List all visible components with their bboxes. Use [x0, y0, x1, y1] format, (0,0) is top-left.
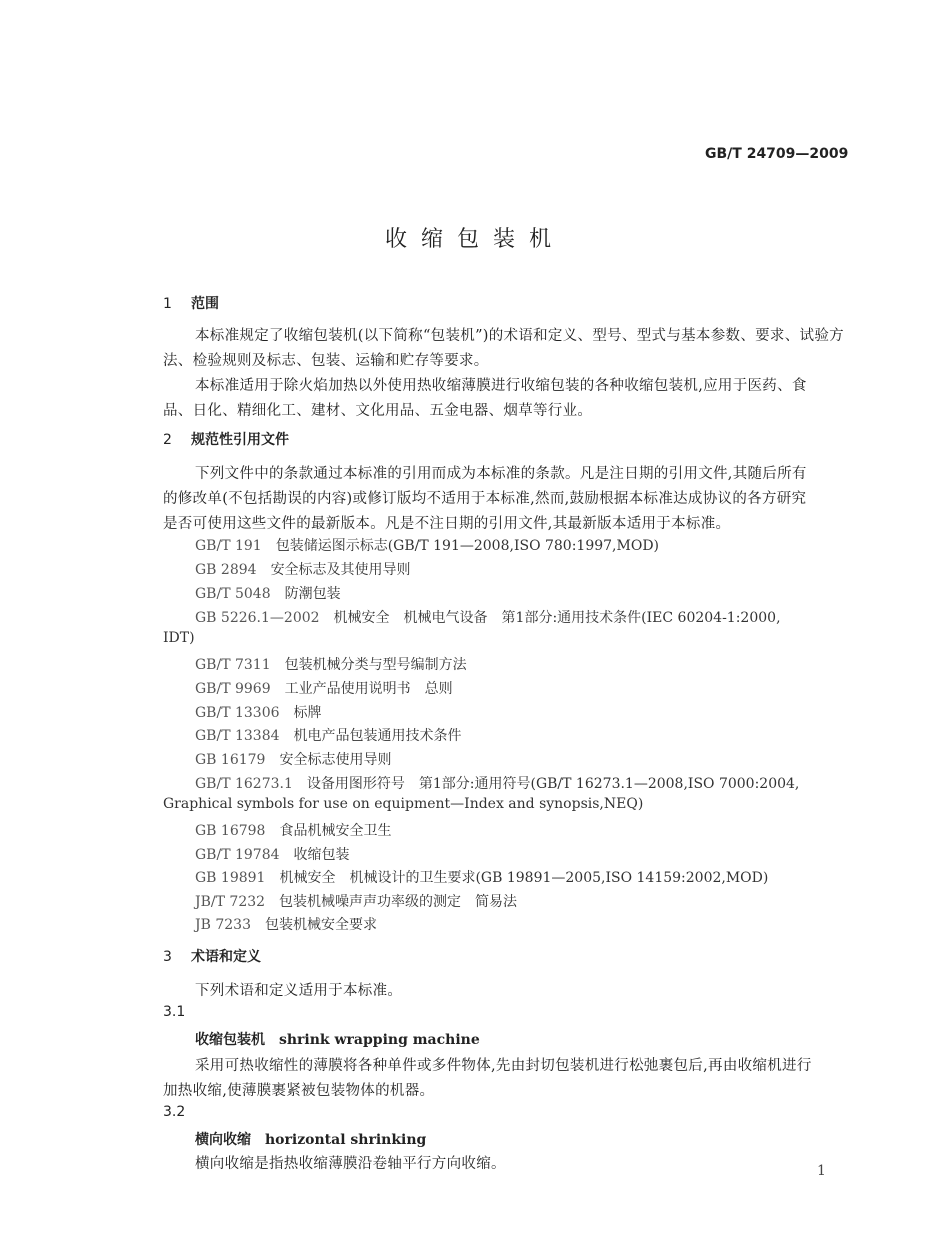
reference-code: JB 7233: [195, 917, 251, 933]
reference-item: [195, 891, 517, 911]
reference-item: [195, 820, 391, 840]
section-1-paragraph-1-line-2: 法、检验规则及标志、包装、运输和贮存等要求。: [163, 353, 489, 369]
reference-code: GB/T 5048: [195, 586, 271, 602]
reference-title: 设备用图形符号 第1部分:通用符号(GB/T 16273.1—2008,ISO 7000:2004,: [306, 776, 800, 792]
reference-code: GB 16179: [195, 752, 266, 768]
section-number: 2: [163, 432, 172, 448]
section-2-heading: [163, 429, 289, 449]
term-heading: [195, 1129, 426, 1149]
reference-item: [195, 773, 799, 793]
term-heading: [195, 1029, 480, 1049]
reference-title: 包装机械噪声声功率级的测定 简易法: [279, 894, 518, 910]
reference-item: [195, 607, 781, 627]
section-3-intro: 下列术语和定义适用于本标准。: [195, 983, 403, 999]
reference-continuation: IDT): [163, 630, 195, 646]
reference-code: GB 19891: [195, 870, 266, 886]
reference-title: 安全标志及其使用导则: [270, 562, 411, 578]
section-1-paragraph-2-line-1: 本标准适用于除火焰加热以外使用热收缩薄膜进行收缩包装的各种收缩包装机,应用于医药、食: [195, 378, 807, 394]
reference-title: 机械安全 机械电气设备 第1部分:通用技术条件(IEC 60204-1:2000,: [333, 610, 781, 626]
term-chinese: 收缩包装机: [195, 1032, 265, 1048]
term-number: 3.2: [163, 1104, 186, 1120]
reference-code: GB 16798: [195, 823, 266, 839]
section-title: 术语和定义: [191, 949, 261, 965]
reference-item: [195, 559, 411, 579]
reference-item: [195, 725, 462, 745]
standard-code: GB/T 24709—2009: [705, 146, 849, 162]
term-definition-line-1: 横向收缩是指热收缩薄膜沿卷轴平行方向收缩。: [195, 1156, 506, 1172]
section-1-heading: [163, 293, 219, 313]
reference-item: [195, 844, 350, 864]
reference-item: [195, 583, 341, 603]
reference-item: [195, 702, 322, 722]
term-definition-line-1: 采用可热收缩性的薄膜将各种单件或多件物体,先由封切包装机进行松弛裹包后,再由收缩机进行: [195, 1058, 812, 1074]
reference-code: GB/T 13306: [195, 705, 280, 721]
reference-continuation: Graphical symbols for use on equipment—Index and synopsis,NEQ): [163, 796, 644, 812]
reference-title: 机电产品包装通用技术条件: [293, 728, 462, 744]
section-1-paragraph-2-line-2: 品、日化、精细化工、建材、文化用品、五金电器、烟草等行业。: [163, 403, 593, 419]
reference-item: [195, 749, 391, 769]
reference-title: 标牌: [293, 705, 322, 721]
section-1-paragraph-1-line-1: 本标准规定了收缩包装机(以下简称“包装机”)的术语和定义、型号、型式与基本参数、要求、试验方: [195, 328, 844, 344]
reference-title: 包装机械安全要求: [264, 917, 377, 933]
reference-item: [195, 867, 768, 887]
reference-title: 包装机械分类与型号编制方法: [284, 657, 467, 673]
reference-title: 食品机械安全卫生: [279, 823, 392, 839]
reference-title: 包装储运图示标志(GB/T 191—2008,ISO 780:1997,MOD): [275, 538, 660, 554]
reference-code: GB 5226.1—2002: [195, 610, 320, 626]
term-number: 3.1: [163, 1004, 186, 1020]
page-title: 收缩包装机: [384, 227, 565, 252]
section-title: 规范性引用文件: [191, 432, 289, 448]
section-3-heading: [163, 946, 261, 966]
term-english: shrink wrapping machine: [279, 1032, 480, 1048]
section-2-paragraph-line-1: 下列文件中的条款通过本标准的引用而成为本标准的条款。凡是注日期的引用文件,其随后所有: [195, 466, 807, 482]
reference-code: GB/T 9969: [195, 681, 271, 697]
reference-code: GB/T 191: [195, 538, 262, 554]
reference-code: GB 2894: [195, 562, 257, 578]
reference-item: [195, 654, 467, 674]
reference-code: GB/T 16273.1: [195, 776, 293, 792]
section-title: 范围: [191, 296, 219, 312]
reference-title: 机械安全 机械设计的卫生要求(GB 19891—2005,ISO 14159:2002,MOD): [279, 870, 769, 886]
reference-item: [195, 678, 453, 698]
reference-title: 收缩包装: [293, 847, 350, 863]
section-number: 3: [163, 949, 172, 965]
reference-title: 工业产品使用说明书 总则: [284, 681, 453, 697]
reference-title: 防潮包装: [284, 586, 341, 602]
reference-code: GB/T 19784: [195, 847, 280, 863]
reference-item: [195, 914, 377, 934]
reference-item: [195, 535, 659, 555]
reference-code: JB/T 7232: [195, 894, 266, 910]
page-number: 1: [817, 1163, 826, 1179]
section-2-paragraph-line-2: 的修改单(不包括勘误的内容)或修订版均不适用于本标准,然而,鼓励根据本标准达成协议的各方研究: [163, 491, 807, 507]
term-english: horizontal shrinking: [265, 1132, 427, 1148]
section-2-paragraph-line-3: 是否可使用这些文件的最新版本。凡是不注日期的引用文件,其最新版本适用于本标准。: [163, 516, 731, 532]
reference-code: GB/T 13384: [195, 728, 280, 744]
term-definition-line-2: 加热收缩,使薄膜裹紧被包装物体的机器。: [163, 1083, 435, 1099]
section-number: 1: [163, 296, 172, 312]
term-chinese: 横向收缩: [195, 1132, 251, 1148]
reference-code: GB/T 7311: [195, 657, 271, 673]
reference-title: 安全标志使用导则: [279, 752, 392, 768]
